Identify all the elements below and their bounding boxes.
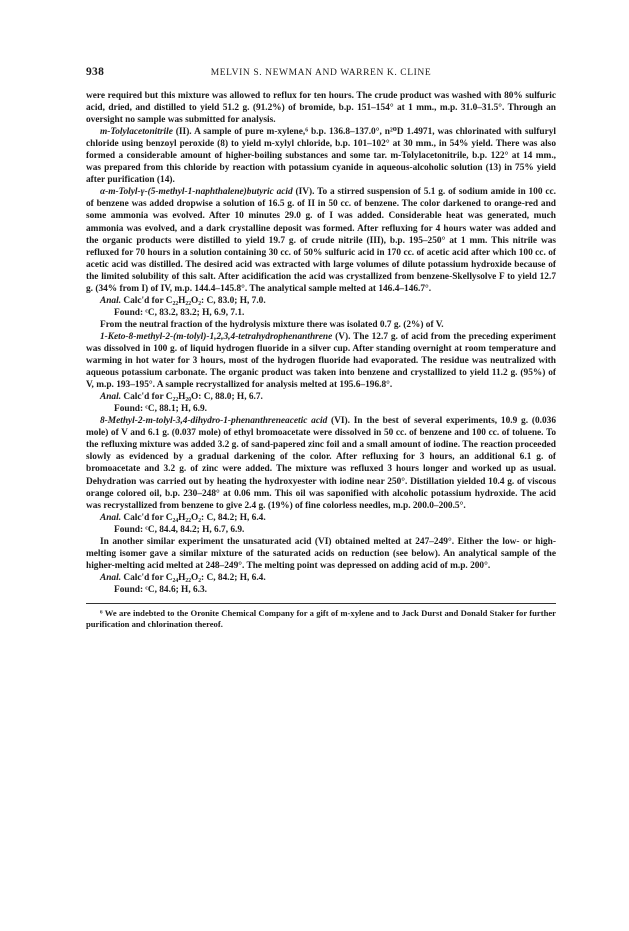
analysis-found-1: Found: ᶜC, 83.2, 83.2; H, 6.9, 7.1. (114, 307, 245, 318)
analysis-calc-4 (86, 572, 556, 584)
paragraph-keto-phenanthrene (86, 331, 556, 391)
compound-heading-vi: 8-Methyl-2-m-tolyl-3,4-dihydro-1-phenanthreneacetic acid (100, 416, 328, 427)
paragraph-text: (VI). In the best of several experiments, 10.9 g. (0.036 mole) of V and 6.1 g. (0.037 mole) of ethyl bromoacetate were dissolved in 50 cc. of benzene and 100 cc. of toluene. To the refluxing mixture was added 3.2 g. of sand-papered zinc foil and a small amount of iodine. The reaction proceeded slowly as evidenced by a gradual darkening of the color. After refluxing for 3 hours, an additional 6.1 g. of bromoacetate and 3.2 g. of zinc were added. The mixture was refluxed 3 hours longer and worked up as usual. Dehydration was carried out by heating the hydroxyester with iodine near 250°. Distillation yielded 10.4 g. of viscous orange colored oil, b.p. 230–248° at 0.06 mm. This oil was saponified with alcoholic potassium hydroxide. The acid was recrystallized from benzene to give 2.4 g. (19%) of fine colorless needles, m.p. 200.0–200.5°. (86, 416, 556, 511)
footnote (86, 608, 556, 630)
compound-heading-v: 1-Keto-8-methyl-2-(m-tolyl)-1,2,3,4-tetrahydrophenanthrene (100, 331, 333, 342)
analysis-text: Calc'd for C₂₄H₂₂O₂: C, 84.2; H, 6.4. (121, 572, 266, 583)
compound-heading-ii: m-Tolylacetonitrile (100, 127, 173, 138)
footnote-divider (86, 603, 556, 604)
page-header (86, 66, 556, 78)
paragraph-text: (V). The 12.7 g. of acid from the preceding experiment was dissolved in 100 g. of liquid hydrogen fluoride in a silver cup. After standing overnight at room temperature and warming in hot water for 3 hours, most of the hydrogen fluoride had evaporated. The residue was neutralized with aqueous potassium carbonate. The organic product was taken into benzene and crystallized to yield 11.2 g. (95%) of V, m.p. 193–195°. A sample recrystallized for analysis melted at 195.6–196.8°. (86, 331, 556, 391)
compound-heading-iv: α-m-Tolyl-γ-(5-methyl-1-naphthalene)butyric acid (100, 187, 293, 198)
article-body (86, 90, 556, 596)
analysis-text: Calc'd for C₂₂H₂₀O: C, 88.0; H, 6.7. (121, 392, 263, 403)
footnote-text: ⁶ We are indebted to the Oronite Chemical Company for a gift of m-xylene and to Jack Durst and Donald Staker for further purification and chlorination thereof. (86, 607, 556, 629)
paragraph-neutral-fraction: From the neutral fraction of the hydrolysis mixture there was isolated 0.7 g. (2%) of V. (100, 319, 444, 330)
paragraph-bromide-continuation: were required but this mixture was allowed to reflux for ten hours. The crude product was washed with 80% sulfuric acid, dried, and distilled to yield 51.2 g. (91.2%) of bromide, b.p. 151–154° at 1 mm., m.p. 31.0–31.5°. Through an oversight no sample was submitted for analysis. (86, 91, 556, 126)
anal-label: Anal. (100, 392, 122, 403)
anal-label: Anal. (100, 572, 122, 583)
analysis-text: Calc'd for C₂₂H₂₂O₂: C, 83.0; H, 7.0. (121, 295, 266, 306)
paragraph-phenanthreneacetic-acid (86, 415, 556, 511)
page-number: 938 (86, 66, 105, 78)
analysis-found-4: Found: ᶜC, 84.6; H, 6.3. (114, 584, 208, 595)
analysis-found-2: Found: ᶜC, 88.1; H, 6.9. (114, 404, 208, 415)
anal-label: Anal. (100, 295, 122, 306)
paragraph-similar-experiment: In another similar experiment the unsaturated acid (VI) obtained melted at 247–249°. Either the low- or high-melting isomer gave a similar mixture of the saturated acids on reduction (see below). An analytical sample of the higher-melting acid melted at 248–249°. The melting point was depressed on adding acid of m.p. 200°. (86, 536, 556, 571)
paragraph-text: (II). A sample of pure m-xylene,⁶ b.p. 136.8–137.0°, n²⁰D 1.4971, was chlorinated with sulfuryl chloride using benzoyl peroxide (8) to yield m-xylyl chloride, b.p. 101–102° at 30 mm., in 54% yield. There was also formed a considerable amount of higher-boiling substances and some tar. m-Tolylacetonitrile, b.p. 122° at 14 mm., was prepared from this chloride by reaction with potassium cyanide in aqueous-alcoholic solution (13) in 75% yield after purification (14). (86, 127, 556, 186)
paragraph-text: (IV). To a stirred suspension of 5.1 g. of sodium amide in 100 cc. of benzene was added dropwise a solution of 16.5 g. of II in 50 cc. of benzene. The color darkened to orange-red and some ammonia was evolved. After 10 minutes 29.0 g. of I was added. Considerable heat was generated, much ammonia was evolved, and a dark crystalline deposit was formed. After refluxing for 4 hours water was added and the organic products were distilled to yield 19.7 g. of crude nitrile (III), b.p. 195–250° at 1 mm. This nitrile was refluxed for 70 hours in a solution containing 30 cc. of 50% sulfuric acid in 170 cc. of acetic acid after which 100 cc. of acetic acid was distilled. The desired acid was extracted with large volumes of dilute potassium hydroxide because of the limited solubility of this salt. After acidification the acid was crystallized from benzene-Skellysolve F to yield 12.7 g. (34% from I) of IV, m.p. 144.4–145.8°. The analytical sample melted at 146.4–146.7°. (86, 187, 556, 294)
running-head-authors: MELVIN S. NEWMAN AND WARREN K. CLINE (210, 68, 432, 78)
analysis-text: Calc'd for C₂₄H₂₂O₂: C, 84.2; H, 6.4. (121, 512, 266, 523)
paragraph-butyric-acid (86, 186, 556, 294)
analysis-calc-1 (86, 295, 556, 307)
analysis-found-3: Found: ᶜC, 84.4, 84.2; H, 6.7, 6.9. (114, 524, 245, 535)
analysis-calc-2 (86, 391, 556, 403)
journal-page (86, 66, 556, 630)
anal-label: Anal. (100, 512, 122, 523)
analysis-calc-3 (86, 512, 556, 524)
paragraph-tolylacetonitrile (86, 126, 556, 186)
